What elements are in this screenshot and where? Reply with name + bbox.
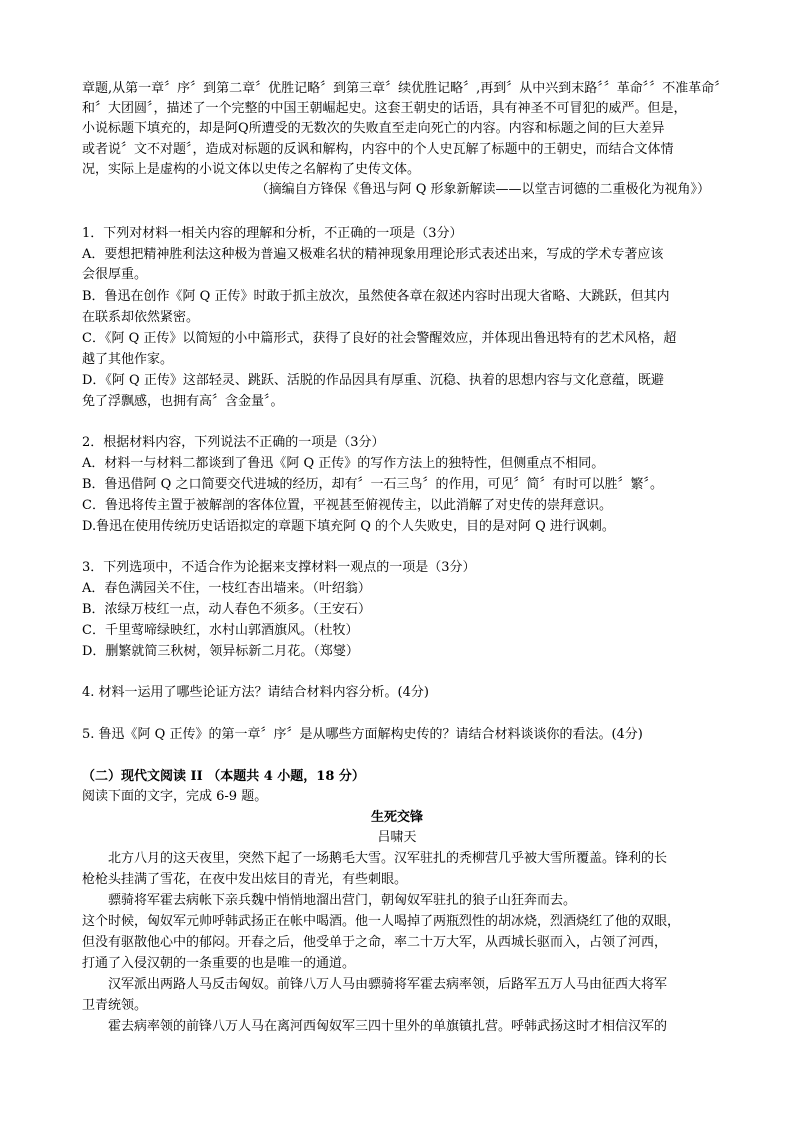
intro-line: 小说标题下填充的，却是阿Q所遭受的无数次的失败直至走向死亡的内容。内容和标题之间的巨大差异	[82, 121, 665, 136]
question-3-option: D．删繁就简三秋树，领异标新二月花。（郑燮）	[82, 644, 359, 659]
intro-line: 章题,从第一章〞序〞到第二章〞优胜记略〞到第三章〞续优胜记略〞,再到〞从中兴到末路〞〞革命〞〞不准革命〞	[82, 81, 728, 96]
question-1-option: 会很厚重。	[82, 267, 148, 282]
question-3-option: C．千里莺啼绿映红，水村山郭酒旗风。（杜牧）	[82, 623, 359, 638]
question-2-stem: 2．根据材料内容，下列说法不正确的一项是（3分）	[82, 435, 385, 450]
story-title: 生死交锋	[370, 810, 423, 825]
section-heading: （二）现代文阅读 II （本题共 4 小题，18 分）	[82, 769, 365, 784]
question-3-option: B．浓绿万枝红一点，动人春色不须多。（王安石）	[82, 602, 372, 617]
story-paragraph-line: 但没有驱散他心中的郁闷。开春之后，他受单于之命，率二十万大军，从西城长驱而入，占领了河西，	[82, 935, 668, 950]
story-paragraph-line: 这个时候，匈奴军元帅呼韩武扬正在帐中喝酒。他一人喝掉了两瓶烈性的胡冰烧，烈酒烧红了他的双眼，	[82, 914, 681, 929]
question-5: 5. 鲁迅《阿 Q 正传》的第一章〞序〞是从哪些方面解构史传的？请结合材料谈谈你的看法。(4分)	[82, 727, 643, 742]
question-1-option: 在联系却依然紧密。	[82, 310, 200, 325]
question-3-option: A．春色满园关不住，一枝红杏出墙来。（叶绍翁）	[82, 581, 371, 596]
section-instruction: 阅读下面的文字，完成 6-9 题。	[82, 789, 268, 804]
intro-line: 或者说〞文不对题〞，造成对标题的反讽和解构，内容中的个人史瓦解了标题中的王朝史，而结合文体情	[82, 142, 674, 157]
story-paragraph-line: 霍去病率领的前锋八万人马在离河西匈奴军三四十里外的单旗镇扎营。呼韩武扬这时才相信汉军的	[108, 1019, 668, 1034]
question-2-option: A．材料一与材料二都谈到了鲁迅《阿 Q 正传》的写作方法上的独特性，但侧重点不相同。	[82, 456, 605, 471]
question-1-option: 越了其他作家。	[82, 352, 174, 367]
question-2-option: B．鲁迅借阿 Q 之口简要交代进城的经历，却有〞一石三鸟〞的作用，可见〞简〞有时可以胜〞繁〞。	[82, 477, 663, 492]
question-1-option: C．《阿 Q 正传》以简短的小中篇形式，获得了良好的社会警醒效应，并体现出鲁迅特有的艺术风格，超	[82, 331, 677, 346]
question-4: 4. 材料一运用了哪些论证方法？请结合材料内容分析。(4分)	[82, 685, 429, 700]
question-2-option: C．鲁迅将传主置于被解剖的客体位置，平视甚至俯视传主，以此消解了对史传的崇拜意识。	[82, 498, 612, 513]
story-paragraph-line: 汉军派出两路人马反击匈奴。前锋八万人马由骠骑将军霍去病率领，后路军五万人马由征西大将军	[108, 977, 668, 992]
question-1-option: B．鲁迅在创作《阿 Q 正传》时敢于抓主放次，虽然使各章在叙述内容时出现大省略、大跳跃，但其内	[82, 289, 670, 304]
story-paragraph-line: 卫青统领。	[82, 998, 148, 1013]
story-paragraph-line: 打通了入侵汉朝的一条重要的也是唯一的通道。	[82, 956, 356, 971]
story-paragraph-line: 骠骑将军霍去病帐下亲兵魏中悄悄地溜出营门，朝匈奴军驻扎的狼子山狂奔而去。	[108, 893, 577, 908]
story-paragraph-line: 北方八月的这天夜里，突然下起了一场鹅毛大雪。汉军驻扎的秃柳营几乎被大雪所覆盖。锋利的长	[108, 851, 668, 866]
question-1-option: D．《阿 Q 正传》这部轻灵、跳跃、活脱的作品因具有厚重、沉稳、执着的思想内容与文化意蕴，既避	[82, 373, 664, 388]
intro-line: 和〞大团圆〞，描述了一个完整的中国王朝崛起史。这套王朝史的话语，具有神圣不可冒犯的威严。但是，	[82, 101, 687, 116]
story-author: 吕啸天	[377, 830, 417, 845]
question-3-stem: 3．下列选项中，不适合作为论据来支撑材料一观点的一项是（3分）	[82, 560, 476, 575]
story-paragraph-line: 枪枪头挂满了雪花，在夜中发出炫目的青光，有些刺眼。	[82, 872, 408, 887]
question-1-option: A．要想把精神胜利法这种极为普遍又极难名状的精神现象用理论形式表述出来，写成的学术专著应该	[82, 247, 664, 262]
question-1-stem: 1．下列对材料一相关内容的理解和分析，不正确的一项是（3分）	[82, 226, 463, 241]
intro-line: 况，实际上是虚构的小说文体以史传之名解构了史传文体。	[82, 162, 421, 177]
source-citation: （摘编自方锋保《鲁迅与阿 Q 形象新解读——以堂吉诃德的二重极化为视角》）	[255, 182, 710, 197]
question-1-option: 免了浮飘感，也拥有高〞含金量〞。	[82, 394, 284, 409]
question-2-option: D.鲁迅在使用传统历史话语拟定的章题下填充阿 Q 的个人失败史，目的是对阿 Q 进行讽刺。	[82, 519, 615, 534]
